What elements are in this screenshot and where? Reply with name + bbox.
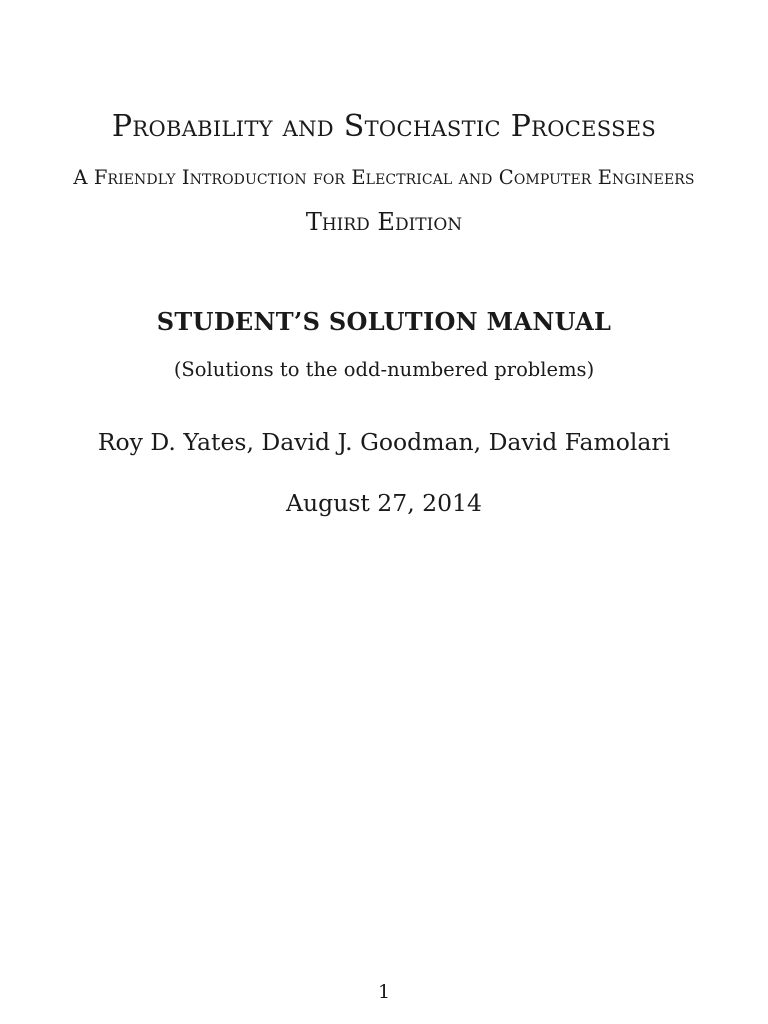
book-title: Probability and Stochastic Processes xyxy=(111,109,657,144)
manual-title: STUDENT’S SOLUTION MANUAL xyxy=(156,307,612,336)
page-number: 1 xyxy=(377,981,391,1003)
publication-date: August 27, 2014 xyxy=(286,489,482,517)
book-subtitle: A Friendly Introduction for Electrical and Computer Engineers xyxy=(73,166,695,189)
solutions-note: (Solutions to the odd-numbered problems) xyxy=(173,358,595,381)
edition-label: Third Edition xyxy=(305,208,463,236)
authors-line: Roy D. Yates, David J. Goodman, David Famolari xyxy=(97,428,671,456)
